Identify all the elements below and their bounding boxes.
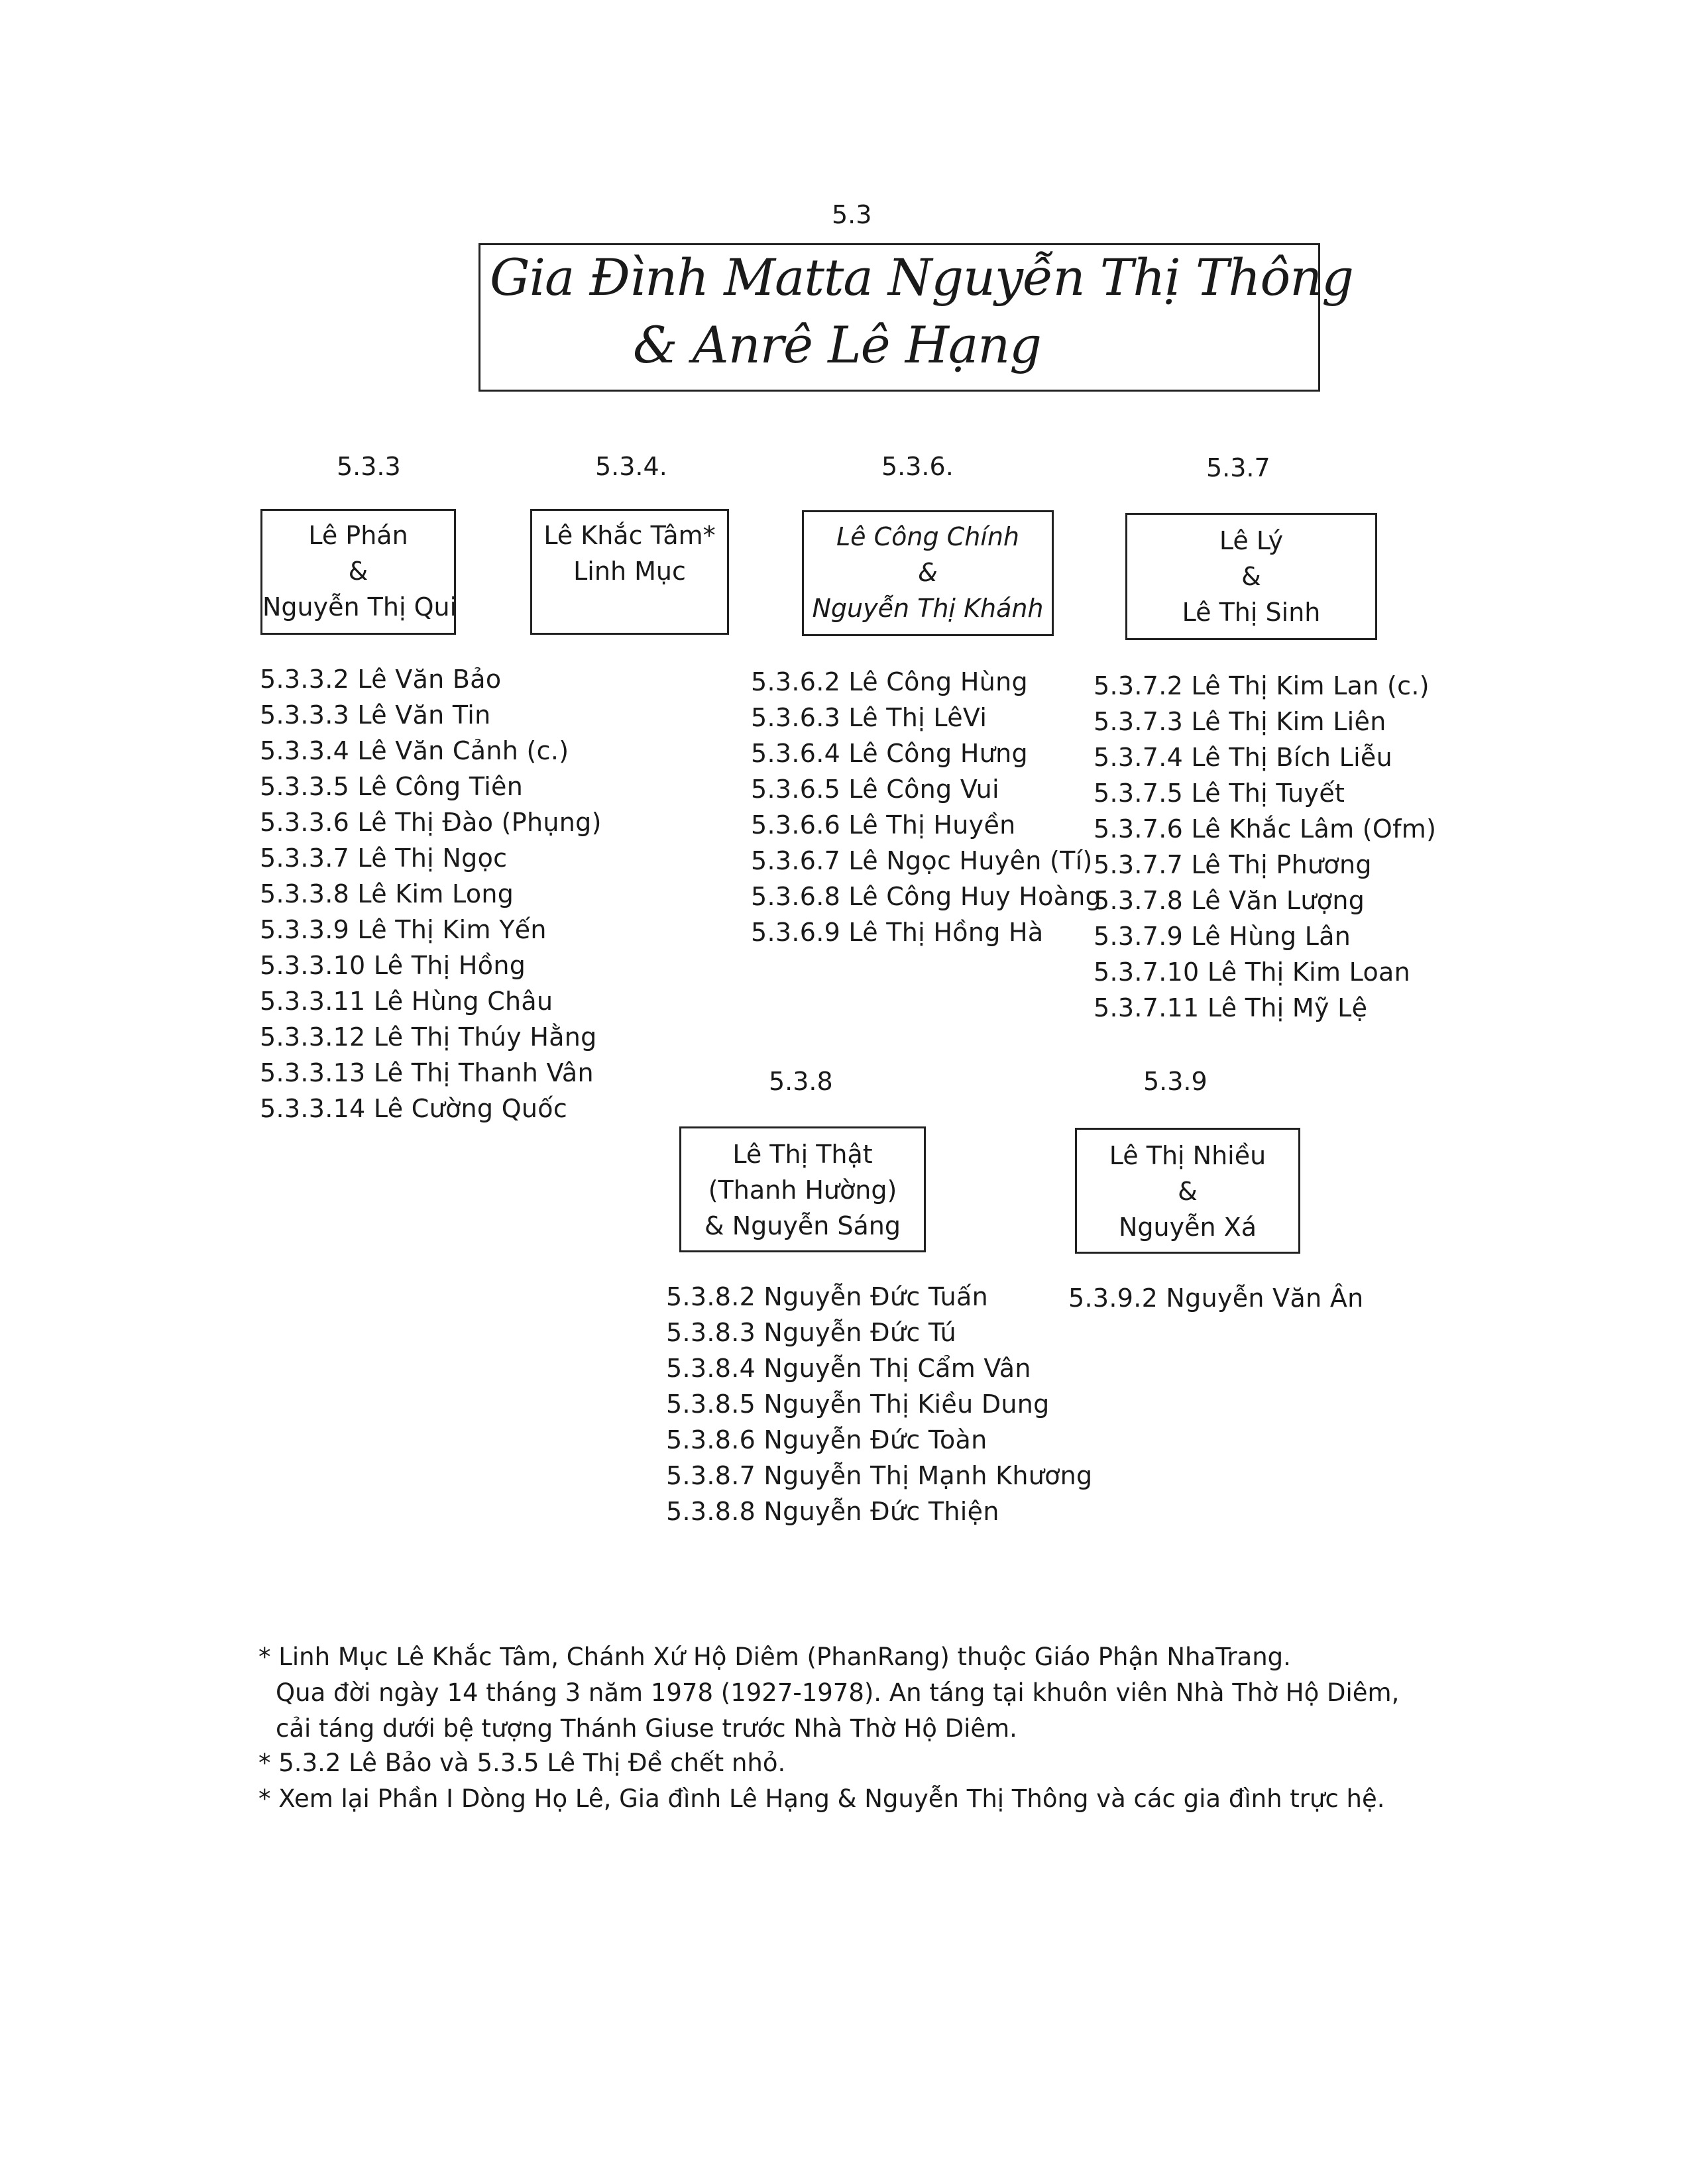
child-item: 5.3.8.7 Nguyễn Thị Mạnh Khương (666, 1461, 1093, 1490)
child-item: 5.3.7.7 Lê Thị Phương (1094, 850, 1372, 879)
child-item: 5.3.3.9 Lê Thị Kim Yến (260, 915, 547, 944)
child-item: 5.3.8.6 Nguyễn Đức Toàn (666, 1425, 987, 1454)
priest-box-5-3-4 (530, 509, 729, 635)
section-number: 5.3 (832, 200, 872, 229)
footnote-priest: * Linh Mục Lê Khắc Tâm, Chánh Xứ Hộ Diêm (PhanRang) thuộc Giáo Phận NhaTrang. (258, 1643, 1291, 1671)
child-item: 5.3.3.2 Lê Văn Bảo (260, 665, 502, 694)
couple-box-5-3-7 (1125, 513, 1377, 640)
couple-box-5-3-9 (1075, 1128, 1300, 1254)
child-item: 5.3.3.13 Lê Thị Thanh Vân (260, 1058, 594, 1087)
child-item: 5.3.6.9 Lê Thị Hồng Hà (751, 918, 1044, 947)
child-item: 5.3.6.7 Lê Ngọc Huyên (Tí) (751, 846, 1093, 875)
footnote-priest-reburial: cải táng dưới bệ tượng Thánh Giuse trước Nhà Thờ Hộ Diêm. (276, 1714, 1017, 1743)
children-list-5-3-6 (751, 664, 1101, 950)
box-line: Nguyễn Thị Khánh (812, 594, 1044, 623)
child-item: 5.3.7.9 Lê Hùng Lân (1094, 922, 1351, 951)
child-item: 5.3.7.10 Lê Thị Kim Loan (1094, 957, 1410, 987)
box-line: & (1241, 562, 1261, 591)
box-line: (Thanh Hường) (708, 1175, 897, 1205)
child-item: 5.3.3.10 Lê Thị Hồng (260, 951, 526, 980)
box-line: & (918, 558, 938, 587)
footnote-died-young: * 5.3.2 Lê Bảo và 5.3.5 Lê Thị Đề chết nhỏ. (258, 1749, 786, 1777)
child-item: 5.3.9.2 Nguyễn Văn Ân (1068, 1283, 1364, 1313)
children-list-5-3-7 (1094, 668, 1436, 1026)
child-item: 5.3.3.7 Lê Thị Ngọc (260, 844, 508, 873)
box-line: Lê Lý (1219, 526, 1284, 555)
child-item: 5.3.6.4 Lê Công Hưng (751, 739, 1028, 768)
box-line: Lê Công Chính (836, 522, 1020, 551)
child-item: 5.3.6.6 Lê Thị Huyền (751, 810, 1016, 840)
child-item: 5.3.7.11 Lê Thị Mỹ Lệ (1094, 993, 1368, 1022)
child-item: 5.3.7.4 Lê Thị Bích Liễu (1094, 743, 1392, 772)
box-line: & Nguyễn Sáng (704, 1211, 901, 1240)
box-line: Lê Thị Sinh (1182, 598, 1321, 627)
child-item: 5.3.7.8 Lê Văn Lượng (1094, 886, 1365, 915)
child-item: 5.3.8.8 Nguyễn Đức Thiện (666, 1497, 999, 1526)
branch-number-5-3-9: 5.3.9 (1143, 1067, 1208, 1096)
child-item: 5.3.8.5 Nguyễn Thị Kiều Dung (666, 1390, 1050, 1419)
box-line: Lê Phán (308, 521, 408, 550)
child-item: 5.3.6.5 Lê Công Vui (751, 775, 999, 804)
child-item: 5.3.6.3 Lê Thị LêVi (751, 703, 987, 732)
couple-box-5-3-3 (260, 509, 456, 635)
child-item: 5.3.7.3 Lê Thị Kim Liên (1094, 707, 1386, 736)
branch-number-5-3-3: 5.3.3 (337, 452, 401, 481)
footnote-priest-death: Qua đời ngày 14 tháng 3 năm 1978 (1927-1978). An táng tại khuôn viên Nhà Thờ Hộ Diêm, (276, 1678, 1400, 1707)
branch-number-5-3-7: 5.3.7 (1206, 453, 1270, 482)
couple-box-5-3-8 (679, 1126, 926, 1252)
box-line: Linh Mục (573, 557, 686, 586)
child-item: 5.3.7.6 Lê Khắc Lâm (Ofm) (1094, 814, 1437, 844)
child-item: 5.3.8.2 Nguyễn Đức Tuấn (666, 1282, 988, 1311)
footnote-see-part-one: * Xem lại Phần I Dòng Họ Lê, Gia đình Lê Hạng & Nguyễn Thị Thông và các gia đình trực hệ. (258, 1784, 1385, 1813)
branch-number-5-3-6: 5.3.6. (881, 452, 954, 481)
title-line-1: Gia Đình Matta Nguyễn Thị Thông (490, 248, 1353, 307)
children-list-5-3-9 (1068, 1280, 1364, 1316)
box-line: Lê Khắc Tâm* (543, 521, 716, 550)
branch-number-5-3-4: 5.3.4. (595, 452, 667, 481)
child-item: 5.3.3.8 Lê Kim Long (260, 879, 514, 908)
branch-number-5-3-8: 5.3.8 (769, 1067, 833, 1096)
box-line: Lê Thị Nhiều (1109, 1141, 1266, 1170)
title-box (478, 243, 1353, 392)
children-list-5-3-8 (666, 1279, 1092, 1529)
box-line: Nguyễn Thị Qui (262, 592, 457, 622)
child-item: 5.3.6.8 Lê Công Huy Hoàng (751, 882, 1102, 911)
box-line: & (348, 557, 368, 586)
couple-box-5-3-6 (802, 510, 1054, 636)
child-item: 5.3.3.4 Lê Văn Cảnh (c.) (260, 736, 569, 765)
child-item: 5.3.7.2 Lê Thị Kim Lan (c.) (1094, 671, 1430, 700)
title-line-2: & Anrê Lê Hạng (633, 315, 1041, 374)
child-item: 5.3.8.3 Nguyễn Đức Tú (666, 1318, 957, 1347)
child-item: 5.3.8.4 Nguyễn Thị Cẩm Vân (666, 1354, 1031, 1383)
box-line: Nguyễn Xá (1119, 1213, 1257, 1242)
box-line: Lê Thị Thật (732, 1140, 873, 1169)
child-item: 5.3.3.12 Lê Thị Thúy Hằng (260, 1022, 597, 1052)
child-item: 5.3.3.14 Lê Cường Quốc (260, 1094, 568, 1123)
child-item: 5.3.3.6 Lê Thị Đào (Phụng) (260, 808, 602, 837)
children-list-5-3-3 (260, 661, 602, 1126)
child-item: 5.3.3.11 Lê Hùng Châu (260, 987, 553, 1016)
child-item: 5.3.7.5 Lê Thị Tuyết (1094, 779, 1345, 808)
child-item: 5.3.3.5 Lê Công Tiên (260, 772, 524, 801)
box-line: & (1178, 1177, 1198, 1206)
child-item: 5.3.6.2 Lê Công Hùng (751, 667, 1028, 696)
child-item: 5.3.3.3 Lê Văn Tin (260, 700, 491, 730)
